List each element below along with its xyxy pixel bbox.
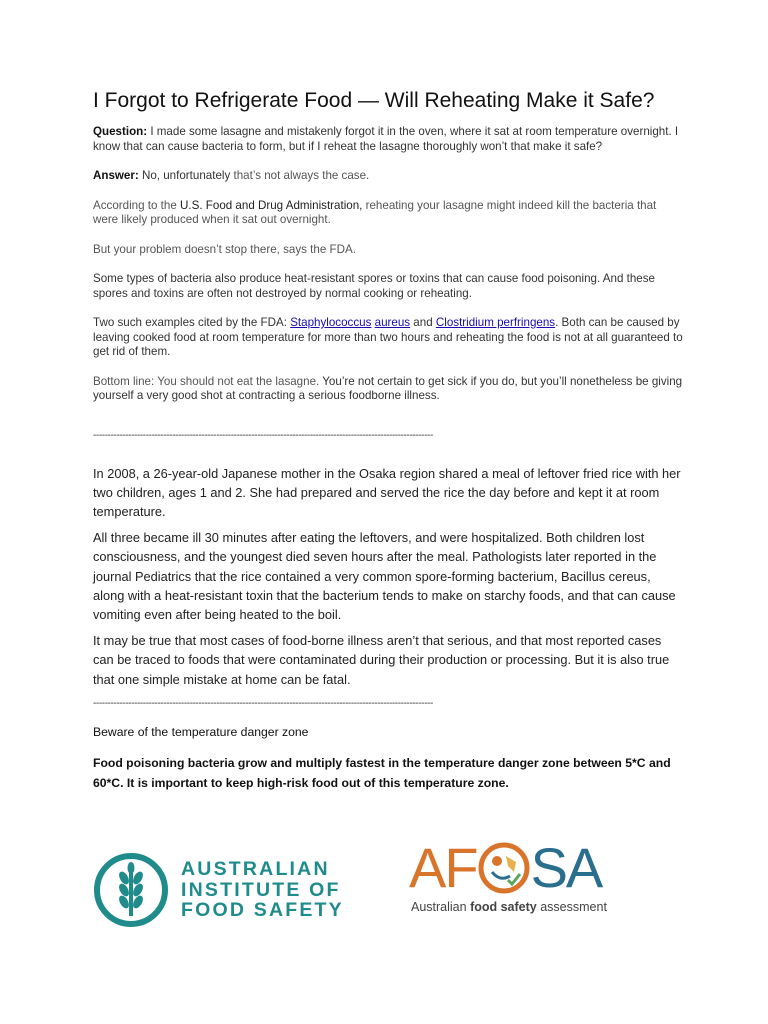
spores-paragraph: Some types of bacteria also produce heat-resistant spores or toxins that can cause food poisoning. And these spores and toxins are often not destroyed by normal cooking or reheating. xyxy=(93,272,655,300)
examples-prefix: Two such examples cited by the FDA: xyxy=(93,316,291,329)
afosa-tagline xyxy=(411,900,629,914)
logos-row xyxy=(93,838,683,938)
examples-rest: . Both can be caused by leaving cooked food at room temperature for more than two hours and reheating the food is not at all guaranteed to get rid of them. xyxy=(93,316,683,358)
afosa-tag-a: Australian xyxy=(411,900,471,914)
story-section xyxy=(93,464,683,689)
bottom-line-b: You’re not certain to get sick if you do, but you’ll nonetheless be giving yourself a very good shot at contracting a serious foodborne illness. xyxy=(93,374,683,402)
word-and: and xyxy=(410,316,436,329)
question-paragraph xyxy=(93,125,683,154)
divider: -------------------------------------------------------------------------------------------------------------------- xyxy=(93,697,433,709)
aifs-line-3: FOOD SAFETY xyxy=(181,899,344,922)
afosa-wordmark xyxy=(409,838,629,898)
story-paragraph-3: It may be true that most cases of food-borne illness aren’t that serious, and that most reported cases can be traced to foods that were contaminated during their production or processing. But it is also true that one simple mistake at home can be fatal. xyxy=(93,633,670,687)
problem-paragraph: But your problem doesn’t stop there, says the FDA. xyxy=(93,242,356,256)
examples-paragraph xyxy=(93,316,683,360)
link-staphylococcus[interactable]: Staphylococcus xyxy=(290,316,372,329)
danger-zone-heading: Beware of the temperature danger zone xyxy=(93,724,309,739)
fda-agency: U.S. Food and Drug Administration, xyxy=(180,198,363,212)
page-title: I Forgot to Refrigerate Food — Will Reheating Make it Safe? xyxy=(93,89,655,112)
bottom-line-a: Bottom line: You should not eat the lasagne. xyxy=(93,374,320,388)
question-text: I made some lasagne and mistakenly forgot it in the oven, where it sat at room temperature overnight. I know that can cause bacteria to form, but if I reheat the lasagne thoroughly won’t that make it safe? xyxy=(93,125,679,153)
afosa-sa: SA xyxy=(530,836,602,899)
fda-prefix: According to the xyxy=(93,198,181,212)
answer-rest: that’s not always the case. xyxy=(233,169,370,182)
aifs-line-1: AUSTRALIAN xyxy=(181,858,330,881)
answer-no: No, unfortunately xyxy=(138,169,234,182)
afosa-logo xyxy=(409,838,629,914)
story-paragraph-1: In 2008, a 26-year-old Japanese mother in the Osaka region shared a meal of leftover fried rice with her two children, ages 1 and 2. She had prepared and served the rice the day before and kept it at room temperature. xyxy=(93,465,681,519)
aifs-logo xyxy=(93,852,344,928)
link-aureus[interactable]: aureus xyxy=(374,316,411,329)
answer-label: Answer: xyxy=(93,169,139,182)
danger-zone-section xyxy=(93,723,683,794)
afosa-af: AF xyxy=(409,836,477,899)
afosa-tag-b: food safety xyxy=(470,900,537,914)
bottom-line-paragraph xyxy=(93,375,683,404)
fda-rest: reheating your lasagne might indeed kill the bacteria that were likely produced when it sat out overnight. xyxy=(93,198,657,226)
article xyxy=(93,88,683,793)
fda-paragraph xyxy=(93,199,683,228)
danger-zone-text: Food poisoning bacteria grow and multiply fastest in the temperature danger zone between 5*C and 60*C. It is important to keep high-risk food out of this temperature zone. xyxy=(93,756,671,790)
food-circle-icon xyxy=(478,842,530,894)
link-clostridium[interactable]: Clostridium perfringens xyxy=(435,316,556,329)
aifs-wordmark xyxy=(181,859,344,921)
wheat-icon xyxy=(93,852,169,928)
afosa-tag-c: assessment xyxy=(536,900,607,914)
answer-paragraph xyxy=(93,169,683,184)
story-paragraph-2: All three became ill 30 minutes after eating the leftovers, and were hospitalized. Both children lost consciousness, and the youngest died seven hours after the meal. Pathologists later reported in the journal Pediatrics that the rice contained a very common spore-forming bacterium, Bacillus cereus, along with a heat-resistant toxin that the bacterium tends to make on starchy foods, and that can cause vomiting even after being heated to the boil. xyxy=(93,530,676,622)
divider: -------------------------------------------------------------------------------------------------------------------- xyxy=(93,429,433,441)
question-label: Question: xyxy=(93,125,148,138)
aifs-line-2: INSTITUTE OF xyxy=(181,878,341,901)
